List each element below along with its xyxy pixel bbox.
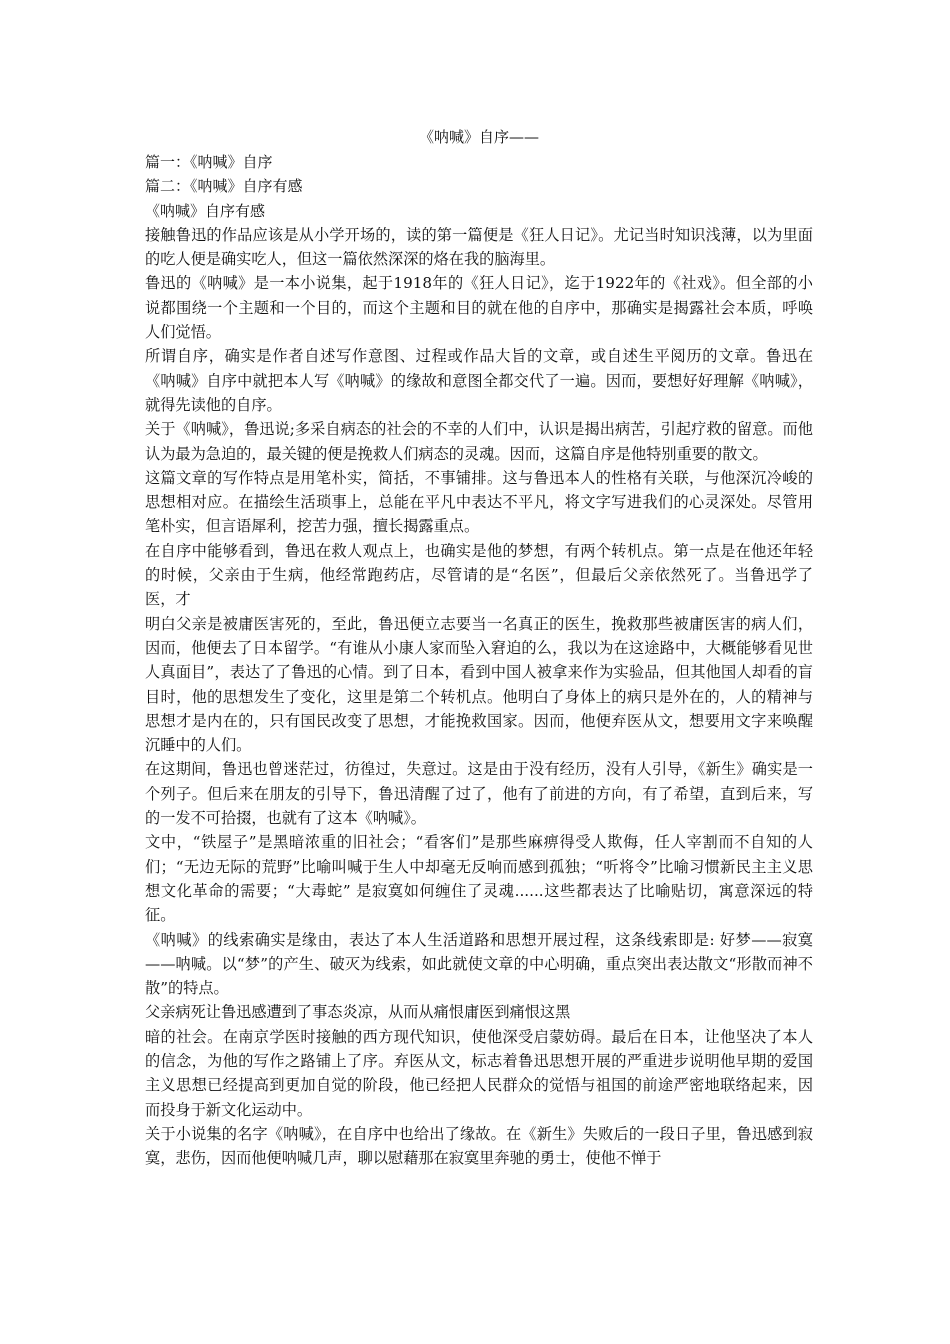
paragraph-12: 暗的社会。在南京学医时接触的西方现代知识，使他深受启蒙妨碍。最后在日本，让他坚决了本人的信念，为他的写作之路铺上了序。弃医从文，标志着鲁迅思想开展的严重进步说明他早期的爱国主义思想已经提高到更加自觉的阶段，他已经把人民群众的觉悟与祖国的前途严密地联络起来，因而投身于新文化运动中。: [145, 1027, 813, 1119]
document-page: [145, 126, 813, 1170]
toc-item-1: 篇一：《呐喊》自序: [145, 153, 273, 171]
section-heading: 《呐喊》自序有感: [145, 201, 266, 220]
paragraph-4: 关于《呐喊》，鲁迅说;多采自病态的社会的不幸的人们中，认识是揭出病苦，引起疗救的留意。而他认为最为急迫的，最关键的便是挽救人们病态的灵魂。因而，这篇自序是他特别重要的散文。: [145, 420, 813, 463]
paragraph-11: 父亲病死让鲁迅感遭到了事态炎凉，从而从痛恨庸医到痛恨这黑: [145, 1003, 571, 1022]
paragraph-13: 关于小说集的名字《呐喊》，在自序中也给出了缘故。在《新生》失败后的一段日子里，鲁迅感到寂寞，悲伤，因而他便呐喊几声，聊以慰藉那在寂寞里奔驰的勇士，使他不惮于: [145, 1124, 813, 1168]
paragraph-6: 在自序中能够看到，鲁迅在救人观点上，也确实是他的梦想，有两个转机点。第一点是在他还年轻的时候，父亲由于生病，他经常跑药店，尽管请的是“名医”，但最后父亲依然死了。当鲁迅学了医，才: [145, 541, 813, 609]
paragraph-2: 鲁迅的《呐喊》是一本小说集，起于1918年的《狂人日记》，迄于1922年的《社戏》。但全部的小说都围绕一个主题和一个目的，而这个主题和目的就在他的自序中，那确实是揭露社会本质，呼唤人们觉悟。: [145, 274, 813, 342]
document-title: 《呐喊》自序——: [418, 128, 539, 146]
paragraph-7: 明白父亲是被庸医害死的，至此，鲁迅便立志要当一名真正的医生，挽救那些被庸医害的病人们，因而，他便去了日本留学。“有谁从小康人家而坠入窘迫的么，我以为在这途路中，大概能够看见世人真面目”，表达了了鲁迅的心情。到了日本，看到中国人被拿来作为实验品，但其他国人却看的盲目时，他的思想发生了变化，这里是第二个转机点。他明白了身体上的病只是外在的，人的精神与思想才是内在的，只有国民改变了思想，才能挽救国家。因而，他便弃医从文，想要用文字来唤醒沉睡中的人们。: [145, 614, 813, 755]
paragraph-3: 所谓自序，确实是作者自述写作意图、过程或作品大旨的文章，或自述生平阅历的文章。鲁迅在《呐喊》自序中就把本人写《呐喊》的缘故和意图全都交代了一遍。因而，要想好好理解《呐喊》，就得先读他的自序。: [145, 347, 813, 414]
toc-item-2: 篇二：《呐喊》自序有感: [145, 177, 303, 196]
paragraph-1: 接触鲁迅的作品应该是从小学开场的，读的第一篇便是《狂人日记》。尤记当时知识浅薄，以为里面的吃人便是确实吃人，但这一篇依然深深的烙在我的脑海里。: [145, 225, 813, 269]
paragraph-9: 文中，“铁屋子”是黑暗浓重的旧社会；“看客们”是那些麻痹得受人欺侮，任人宰割而不自知的人们；“无边无际的荒野”比喻叫喊于生人中却毫无反响而感到孤独；“听将令”比喻习惯新民主主义思想文化革命的需要；“大毒蛇” 是寂寞如何缠住了灵魂......这些都表达了比喻贴切，寓意深远的特征。: [145, 833, 813, 925]
paragraph-5: 这篇文章的写作特点是用笔朴实，简括，不事铺排。这与鲁迅本人的性格有关联，与他深沉冷峻的思想相对应。在描绘生活琐事上，总能在平凡中表达不平凡，将文字写进我们的心灵深处。尽管用笔朴实，但言语犀利，挖苦力强，擅长揭露重点。: [145, 468, 813, 536]
paragraph-10: 《呐喊》的线索确实是缘由，表达了本人生活道路和思想开展过程，这条线索即是: 好梦——寂寞——呐喊。以“梦”的产生、破灭为线索，如此就使文章的中心明确，重点突出表达散文“形散而神不散”的特点。: [145, 930, 813, 998]
paragraph-8: 在这期间，鲁迅也曾迷茫过，彷徨过，失意过。这是由于没有经历，没有人引导，《新生》确实是一个列子。但后来在朋友的引导下，鲁迅清醒了过了，他有了前进的方向，有了希望，直到后来，写的一发不可拾掇，也就有了这本《呐喊》。: [145, 760, 813, 828]
